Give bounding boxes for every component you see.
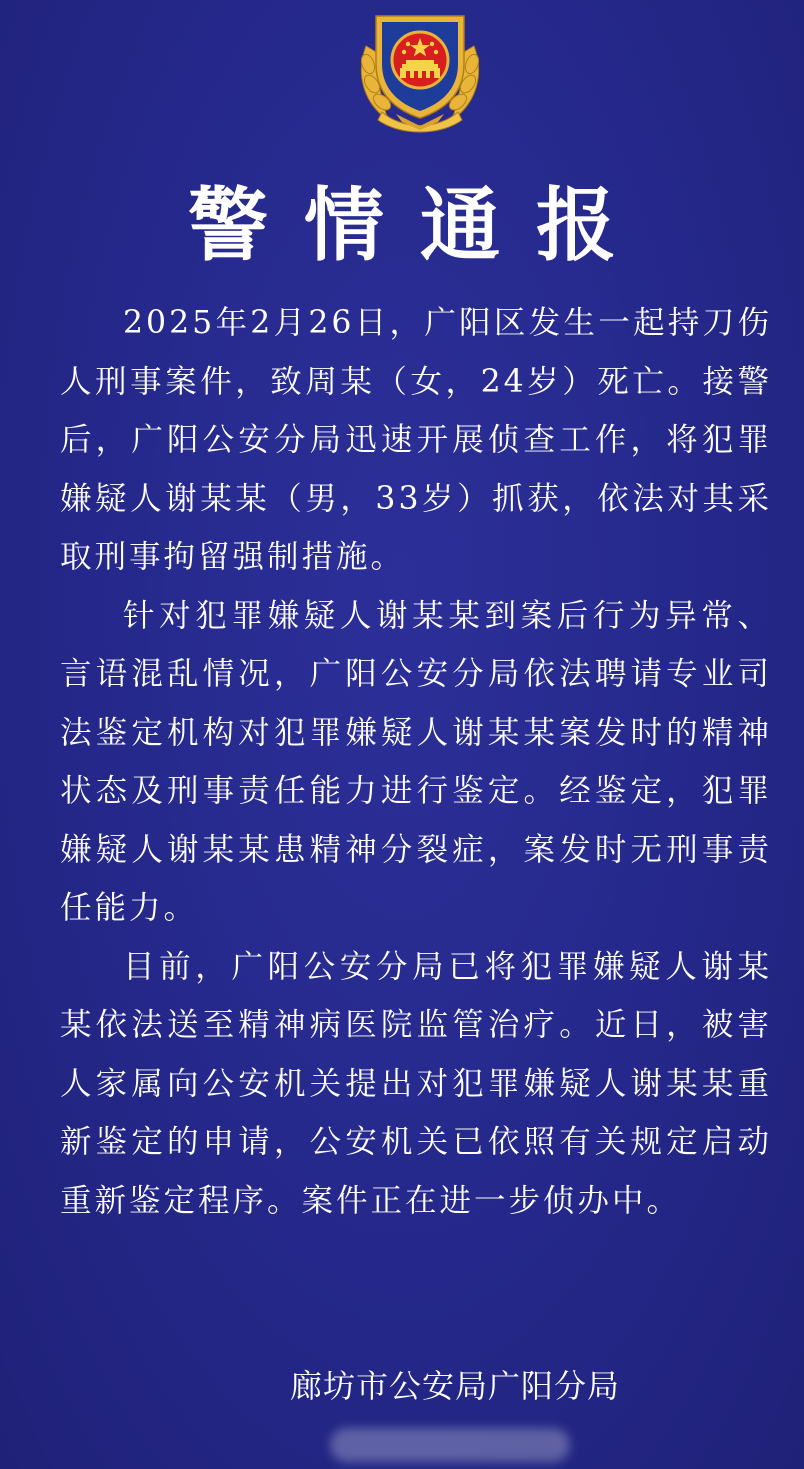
- watermark: [330, 1428, 570, 1462]
- police-emblem-icon: [352, 2, 488, 134]
- notice-paragraph: 2025年2月26日，广阳区发生一起持刀伤人刑事案件，致周某（女，24岁）死亡。接警后，广阳公安分局迅速开展侦查工作，将犯罪嫌疑人谢某某（男，33岁）抓获，依法对其采取刑事拘留强制措施。: [60, 305, 772, 575]
- notice-paragraph: 目前，广阳公安分局已将犯罪嫌疑人谢某某依法送至精神病医院监管治疗。近日，被害人家属向公安机关提出对犯罪嫌疑人谢某某重新鉴定的申请，公安机关已依照有关规定启动重新鉴定程序。案件正在进一步侦办中。: [60, 948, 772, 1219]
- notice-title: 警情通报: [188, 179, 652, 272]
- notice-paragraph: 针对犯罪嫌疑人谢某某到案后行为异常、言语混乱情况，广阳公安分局依法聘请专业司法鉴定机构对犯罪嫌疑人谢某某案发时的精神状态及刑事责任能力进行鉴定。经鉴定，犯罪嫌疑人谢某某患精神分裂症，案发时无刑事责任能力。: [60, 597, 772, 926]
- notice-body: [60, 294, 772, 1230]
- issuer-signature: 廊坊市公安局广阳分局: [290, 1367, 621, 1405]
